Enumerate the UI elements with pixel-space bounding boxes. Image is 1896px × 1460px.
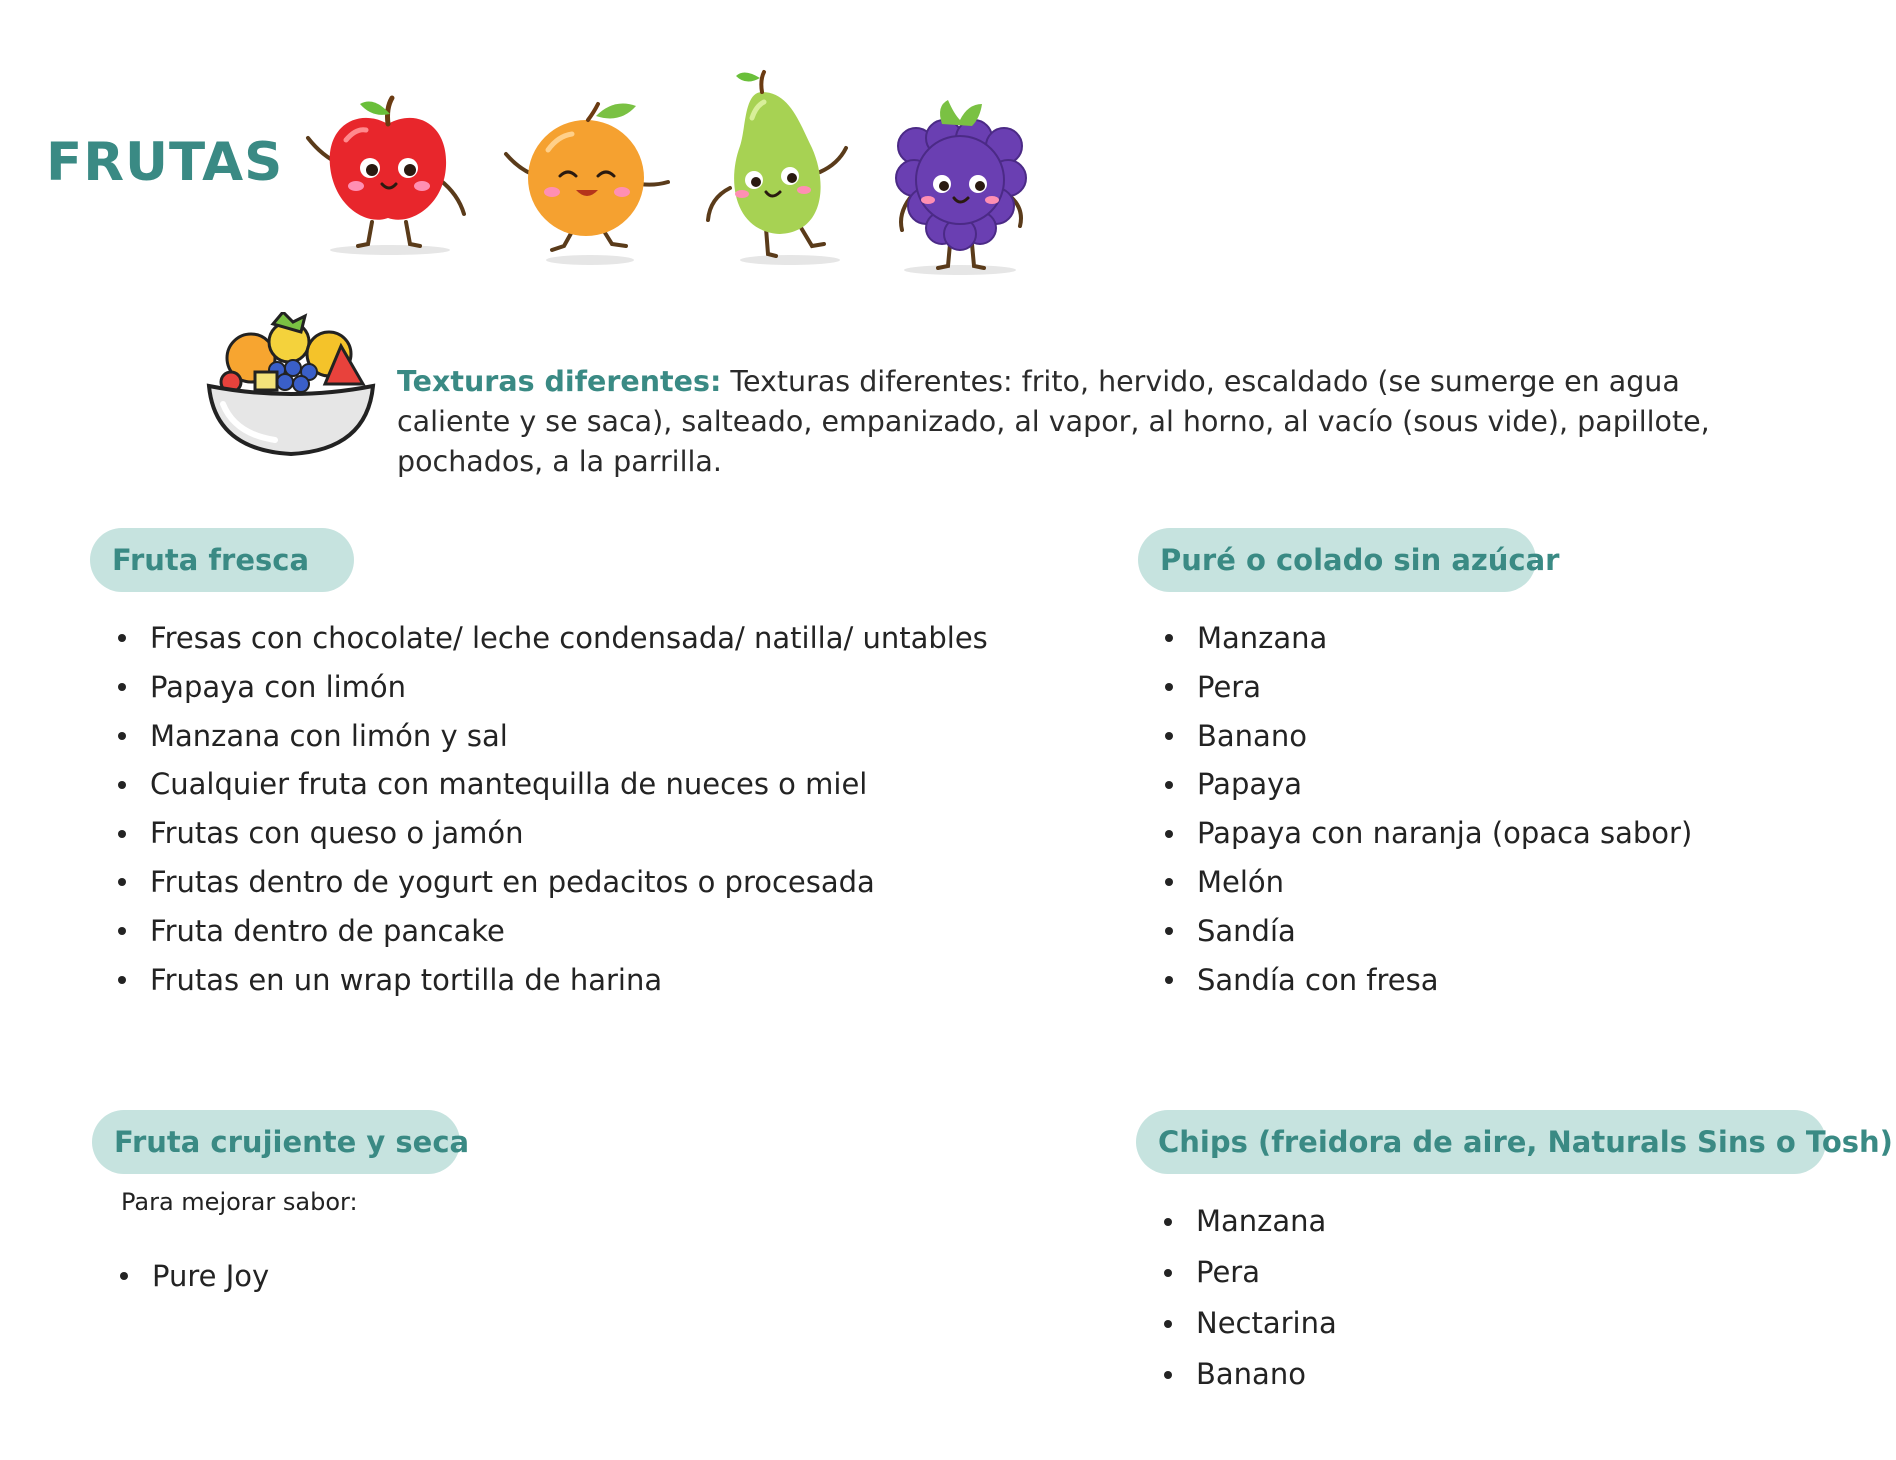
- chips-list: [1160, 1196, 1337, 1400]
- fruit-bowl-icon: [205, 312, 377, 460]
- list-item: Fruta dentro de pancake: [114, 907, 988, 956]
- list-item: Sandía: [1161, 907, 1692, 956]
- section-heading-chips: Chips (freidora de aire, Naturals Sins o Tosh): [1136, 1110, 1826, 1174]
- list-item: Nectarina: [1160, 1298, 1337, 1349]
- section-heading-fresh: Fruta fresca: [90, 528, 354, 592]
- page-title: FRUTAS: [46, 132, 284, 193]
- intro-text: Texturas diferentes: frito, hervido, escaldado (se sumerge en agua caliente y se saca), salteado, empanizado, al vapor, al horno, al vacío (sous vide), papillote, pochados, a la parrilla.: [397, 364, 1710, 478]
- puree-list: [1161, 614, 1692, 1004]
- list-item: Frutas dentro de yogurt en pedacitos o procesada: [114, 858, 988, 907]
- apple-character-icon: [300, 94, 475, 259]
- list-item: Frutas con queso o jamón: [114, 809, 988, 858]
- list-item: Manzana: [1160, 1196, 1337, 1247]
- blackberry-character-icon: [892, 94, 1032, 279]
- list-item: Papaya con limón: [114, 663, 988, 712]
- list-item: Sandía con fresa: [1161, 956, 1692, 1005]
- orange-character-icon: [498, 98, 673, 268]
- list-item: Cualquier fruta con mantequilla de nueces o miel: [114, 760, 988, 809]
- crunchy-list: [116, 1256, 269, 1296]
- intro-lead: Texturas diferentes:: [397, 364, 722, 398]
- intro-paragraph: [397, 362, 1717, 482]
- list-item: Manzana con limón y sal: [114, 712, 988, 761]
- list-item: Melón: [1161, 858, 1692, 907]
- list-item: Frutas en un wrap tortilla de harina: [114, 956, 988, 1005]
- section-heading-puree: Puré o colado sin azúcar: [1138, 528, 1536, 592]
- list-item: Papaya: [1161, 760, 1692, 809]
- section-heading-crunchy: Fruta crujiente y seca: [92, 1110, 460, 1174]
- pear-character-icon: [700, 68, 860, 268]
- list-item: Banano: [1161, 712, 1692, 761]
- list-item: Papaya con naranja (opaca sabor): [1161, 809, 1692, 858]
- crunchy-note: Para mejorar sabor:: [121, 1188, 358, 1216]
- list-item: Banano: [1160, 1349, 1337, 1400]
- list-item: Pera: [1160, 1247, 1337, 1298]
- fresh-fruit-list: [114, 614, 988, 1004]
- list-item: Fresas con chocolate/ leche condensada/ natilla/ untables: [114, 614, 988, 663]
- list-item: Manzana: [1161, 614, 1692, 663]
- list-item: Pera: [1161, 663, 1692, 712]
- list-item: Pure Joy: [116, 1256, 269, 1296]
